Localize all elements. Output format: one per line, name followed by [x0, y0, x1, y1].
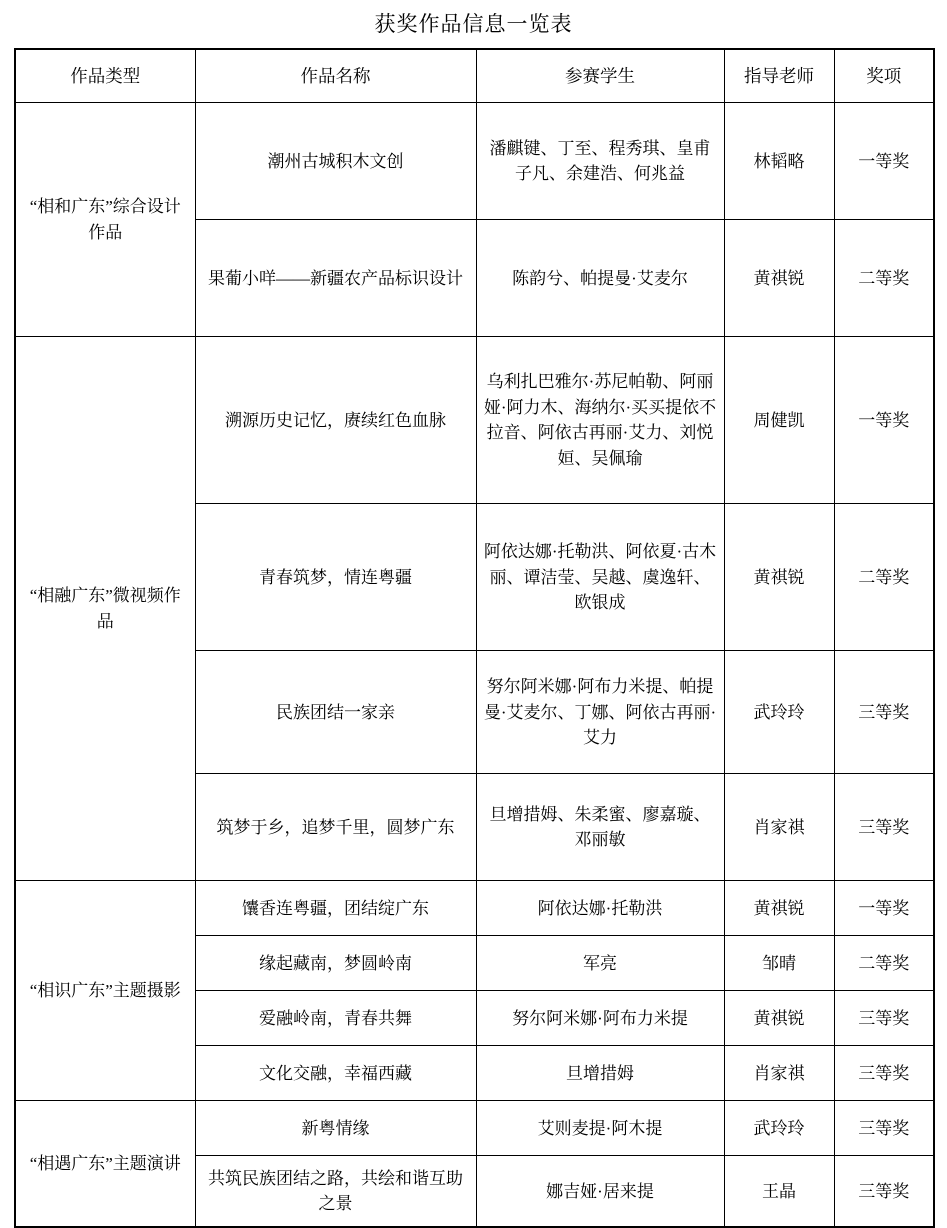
students-cell: 乌利扎巴雅尔·苏尼帕勒、阿丽娅·阿力木、海纳尔·买买提依不拉音、阿依古再丽·艾力、刘悦姮、吴佩瑜 — [476, 337, 724, 504]
students-cell: 努尔阿米娜·阿布力米提 — [476, 991, 724, 1046]
award-cell: 二等奖 — [834, 936, 934, 991]
table-header — [15, 49, 934, 103]
table-row — [15, 103, 934, 220]
work-name-cell: 新粤情缘 — [195, 1101, 476, 1156]
award-cell: 一等奖 — [834, 103, 934, 220]
students-cell: 旦增措姆 — [476, 1046, 724, 1101]
column-header-students: 参赛学生 — [476, 49, 724, 103]
category-cell: “相和广东”综合设计作品 — [15, 103, 195, 337]
teacher-cell: 周健凯 — [724, 337, 834, 504]
work-name-cell: 共筑民族团结之路，共绘和谐互助之景 — [195, 1156, 476, 1228]
teacher-cell: 肖家祺 — [724, 774, 834, 881]
award-cell: 三等奖 — [834, 1046, 934, 1101]
category-cell: “相识广东”主题摄影 — [15, 881, 195, 1101]
students-cell: 旦增措姆、朱柔蜜、廖嘉璇、邓丽敏 — [476, 774, 724, 881]
table-header-row — [15, 49, 934, 103]
teacher-cell: 林韬略 — [724, 103, 834, 220]
teacher-cell: 黄祺锐 — [724, 504, 834, 651]
teacher-cell: 黄祺锐 — [724, 881, 834, 936]
award-cell: 三等奖 — [834, 991, 934, 1046]
teacher-cell: 邹晴 — [724, 936, 834, 991]
students-cell: 潘麒键、丁至、程秀琪、皇甫子凡、余建浩、何兆益 — [476, 103, 724, 220]
page-title: 获奖作品信息一览表 — [374, 12, 573, 36]
students-cell: 努尔阿米娜·阿布力米提、帕提曼·艾麦尔、丁娜、阿依古再丽·艾力 — [476, 651, 724, 774]
award-cell: 三等奖 — [834, 774, 934, 881]
award-cell: 二等奖 — [834, 504, 934, 651]
award-cell: 三等奖 — [834, 651, 934, 774]
award-cell: 一等奖 — [834, 881, 934, 936]
table-row — [15, 337, 934, 504]
table-row — [15, 1101, 934, 1156]
award-cell: 三等奖 — [834, 1156, 934, 1228]
work-name-cell: 果葡小咩——新疆农产品标识设计 — [195, 220, 476, 337]
teacher-cell: 黄祺锐 — [724, 991, 834, 1046]
work-name-cell: 爱融岭南，青春共舞 — [195, 991, 476, 1046]
work-name-cell: 缘起藏南，梦圆岭南 — [195, 936, 476, 991]
students-cell: 娜吉娅·居来提 — [476, 1156, 724, 1228]
category-cell: “相融广东”微视频作品 — [15, 337, 195, 881]
work-name-cell: 文化交融，幸福西藏 — [195, 1046, 476, 1101]
table-row — [15, 881, 934, 936]
students-cell: 陈韵兮、帕提曼·艾麦尔 — [476, 220, 724, 337]
work-name-cell: 民族团结一家亲 — [195, 651, 476, 774]
teacher-cell: 王晶 — [724, 1156, 834, 1228]
students-cell: 阿依达娜·托勒洪 — [476, 881, 724, 936]
award-cell: 一等奖 — [834, 337, 934, 504]
work-name-cell: 潮州古城积木文创 — [195, 103, 476, 220]
table-body — [15, 103, 934, 1228]
teacher-cell: 黄祺锐 — [724, 220, 834, 337]
students-cell: 军亮 — [476, 936, 724, 991]
teacher-cell: 武玲玲 — [724, 651, 834, 774]
column-header-award: 奖项 — [834, 49, 934, 103]
column-header-work-name: 作品名称 — [195, 49, 476, 103]
work-name-cell: 溯源历史记忆，赓续红色血脉 — [195, 337, 476, 504]
students-cell: 阿依达娜·托勒洪、阿依夏·古木丽、谭洁莹、吴越、虞逸轩、欧银成 — [476, 504, 724, 651]
teacher-cell: 武玲玲 — [724, 1101, 834, 1156]
category-cell: “相遇广东”主题演讲 — [15, 1101, 195, 1228]
work-name-cell: 青春筑梦，情连粤疆 — [195, 504, 476, 651]
teacher-cell: 肖家祺 — [724, 1046, 834, 1101]
column-header-category: 作品类型 — [15, 49, 195, 103]
award-cell: 三等奖 — [834, 1101, 934, 1156]
students-cell: 艾则麦提·阿木提 — [476, 1101, 724, 1156]
column-header-teacher: 指导老师 — [724, 49, 834, 103]
work-name-cell: 馕香连粤疆，团结绽广东 — [195, 881, 476, 936]
work-name-cell: 筑梦于乡，追梦千里，圆梦广东 — [195, 774, 476, 881]
award-table — [14, 48, 935, 1228]
award-cell: 二等奖 — [834, 220, 934, 337]
